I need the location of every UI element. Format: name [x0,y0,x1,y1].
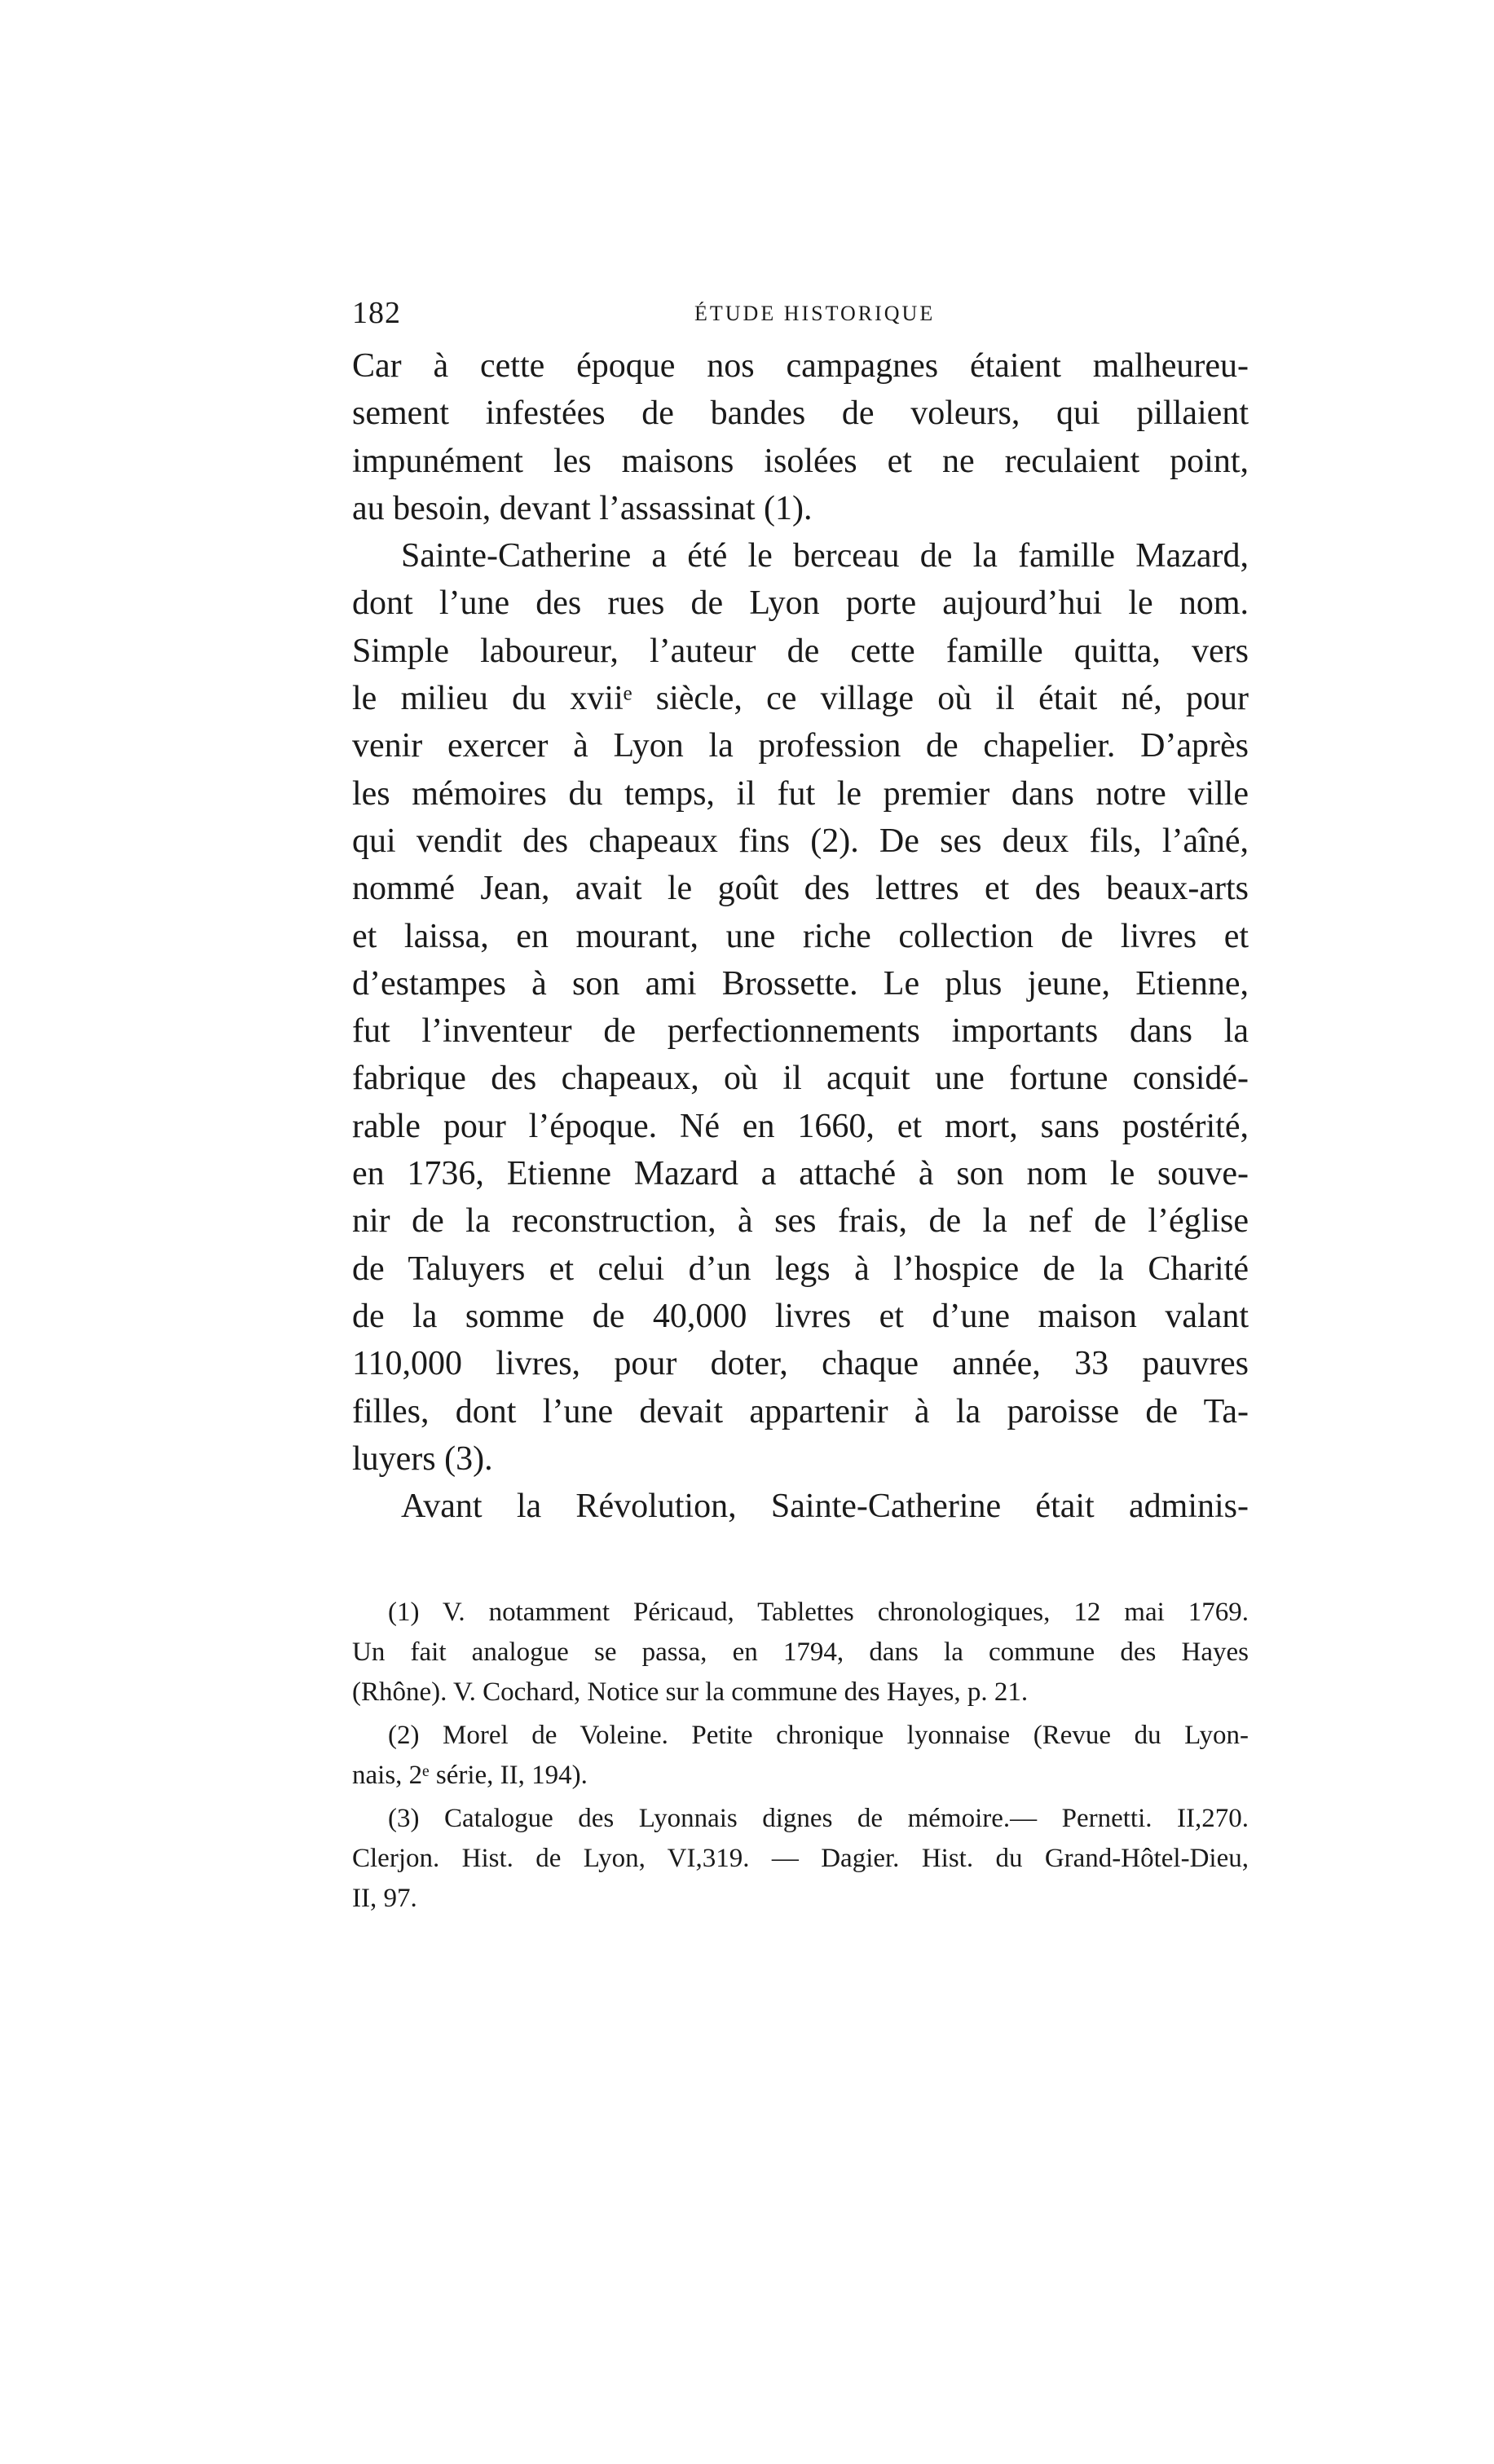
page-header [352,295,1249,344]
body-line: le milieu du xviiᵉ siècle, ce village où il était né, pour [352,680,1249,718]
footnote-line: (2) Morel de Voleine. Petite chronique lyonnaise (Revue du Lyon- [388,1721,1249,1750]
running-head: ÉTUDE HISTORIQUE [694,302,936,325]
body-line: 110,000 livres, pour doter, chaque année, 33 pauvres [352,1345,1249,1383]
footnote-line: (3) Catalogue des Lyonnais dignes de mémoire.— Pernetti. II,270. [388,1804,1249,1833]
page-number: 182 [352,296,401,330]
body-line: Car à cette époque nos campagnes étaient malheureu- [352,347,1249,385]
footnote-line: II, 97. [352,1884,417,1913]
body-line: fabrique des chapeaux, où il acquit une fortune considé- [352,1060,1249,1098]
body-line: Simple laboureur, l’auteur de cette famille quitta, vers [352,632,1249,670]
body-line: au besoin, devant l’assassinat (1). [352,489,813,527]
body-line: en 1736, Etienne Mazard a attaché à son nom le souve- [352,1155,1249,1193]
body-line: Sainte-Catherine a été le berceau de la famille Mazard, [401,537,1249,575]
body-line: les mémoires du temps, il fut le premier dans notre ville [352,774,1249,813]
body-line: d’estampes à son ami Brossette. Le plus jeune, Etienne, [352,964,1249,1003]
body-line: impunément les maisons isolées et ne reculaient point, [352,442,1249,480]
body-text [352,342,1249,1530]
body-line: de Taluyers et celui d’un legs à l’hospice de la Charité [352,1250,1249,1288]
footnote-line: (1) V. notamment Péricaud, Tablettes chronologiques, 12 mai 1769. [388,1598,1249,1627]
footnote-line: (Rhône). V. Cochard, Notice sur la commune des Hayes, p. 21. [352,1677,1029,1707]
body-line: de la somme de 40,000 livres et d’une maison valant [352,1297,1249,1335]
body-line: nommé Jean, avait le goût des lettres et des beaux-arts [352,870,1249,908]
body-line: luyers (3). [352,1439,493,1478]
body-line: filles, dont l’une devait appartenir à la paroisse de Ta- [352,1392,1249,1430]
body-line: venir exercer à Lyon la profession de chapelier. D’après [352,727,1249,765]
body-line: rable pour l’époque. Né en 1660, et mort, sans postérité, [352,1107,1249,1145]
body-line: Avant la Révolution, Sainte-Catherine était adminis- [401,1488,1249,1526]
body-line: fut l’inventeur de perfectionnements importants dans la [352,1012,1249,1051]
body-line: qui vendit des chapeaux fins (2). De ses deux fils, l’aîné, [352,822,1249,860]
body-line: nir de la reconstruction, à ses frais, de la nef de l’église [352,1202,1249,1241]
footnote-line: nais, 2ᵉ série, II, 194). [352,1761,588,1790]
footnote-line: Clerjon. Hist. de Lyon, VI,319. — Dagier. Hist. du Grand-Hôtel-Dieu, [352,1844,1249,1873]
body-line: dont l’une des rues de Lyon porte aujourd’hui le nom. [352,584,1249,623]
footnote-line: Un fait analogue se passa, en 1794, dans la commune des Hayes [352,1638,1249,1667]
body-line: et laissa, en mourant, une riche collection de livres et [352,917,1249,955]
body-line: sement infestées de bandes de voleurs, qui pillaient [352,395,1249,433]
footnotes [352,1589,1249,1919]
